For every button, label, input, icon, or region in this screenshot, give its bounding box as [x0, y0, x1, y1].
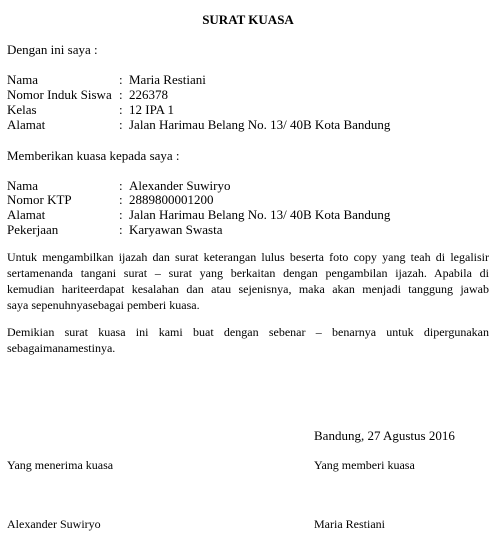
intro-text: Dengan ini saya :	[7, 42, 98, 57]
paragraph-line: Untuk mengambilkan ijazah dan surat keterangan lulus beserta foto copy yang teah di legalisir	[7, 250, 489, 264]
colon: :	[119, 178, 123, 193]
colon: :	[119, 207, 123, 222]
paragraph-purpose	[7, 249, 489, 313]
receiver-name: Alexander Suwiryo	[7, 517, 101, 531]
penerima-pekerjaan-value: Karyawan Swasta	[129, 222, 223, 237]
paragraph-line: kemudian hariteerdapat kesalahan dan atau sejenisnya, maka akan menjadi tanggung jawab	[7, 282, 489, 296]
letter-title: SURAT KUASA	[202, 12, 294, 27]
giver-name: Maria Restiani	[314, 517, 385, 531]
penerima-alamat-value: Jalan Harimau Belang No. 13/ 40B Kota Bandung	[129, 207, 391, 222]
giver-label: Yang memberi kuasa	[314, 458, 415, 472]
pemberi-name-value: Maria Restiani	[129, 72, 206, 87]
colon: :	[119, 102, 123, 117]
pemberi-nis-value: 226378	[129, 87, 168, 102]
paragraph-line: saya sepenuhnyasebagai pemberi kuasa.	[7, 298, 200, 312]
pemberi-alamat-label: Alamat	[7, 117, 46, 132]
pemberi-kelas-label: Kelas	[7, 102, 37, 117]
place-date: Bandung, 27 Agustus 2016	[314, 428, 455, 443]
kuasa-intro-text: Memberikan kuasa kepada saya :	[7, 148, 180, 163]
pemberi-nis-label: Nomor Induk Siswa	[7, 87, 112, 102]
colon: :	[119, 222, 123, 237]
pemberi-name-label: Nama	[7, 72, 39, 87]
colon: :	[119, 117, 123, 132]
paragraph-line: Demikian surat kuasa ini kami buat dengan sebenar – benarnya untuk dipergunakan	[7, 325, 489, 339]
penerima-alamat-label: Alamat	[7, 207, 46, 222]
pemberi-kelas-value: 12 IPA 1	[129, 102, 175, 117]
penerima-name-value: Alexander Suwiryo	[129, 178, 231, 193]
colon: :	[119, 72, 123, 87]
receiver-label: Yang menerima kuasa	[7, 458, 114, 472]
penerima-pekerjaan-label: Pekerjaan	[7, 222, 59, 237]
penerima-ktp-value: 2889800001200	[129, 192, 214, 207]
colon: :	[119, 87, 123, 102]
paragraph-line: sebagaimanamestinya.	[7, 341, 116, 355]
colon: :	[119, 192, 123, 207]
penerima-ktp-label: Nomor KTP	[7, 192, 72, 207]
pemberi-alamat-value: Jalan Harimau Belang No. 13/ 40B Kota Bandung	[129, 117, 391, 132]
paragraph-closing	[7, 324, 489, 356]
paragraph-line: sertamenanda tangani surat – surat yang berkaitan dengan pengambilan ijazah. Apabila di	[7, 266, 489, 280]
penerima-name-label: Nama	[7, 178, 39, 193]
